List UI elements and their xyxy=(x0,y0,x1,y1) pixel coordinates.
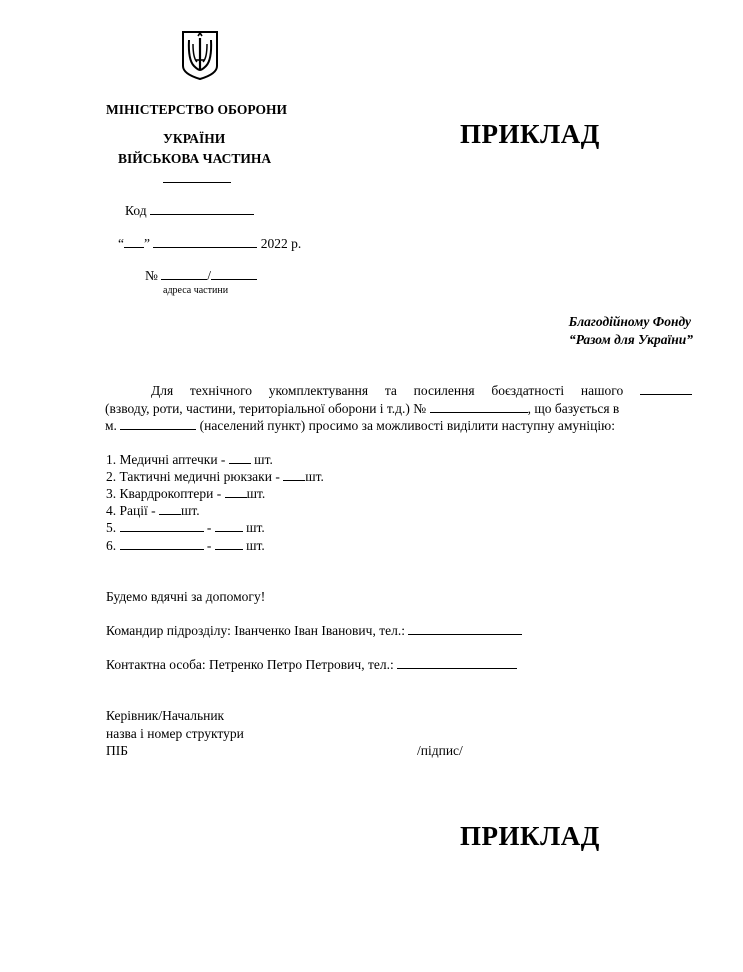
intro-text-2a: (взводу, роти, частини, територіальної оборони і т.д.) № xyxy=(105,401,427,416)
item-unit: шт. xyxy=(305,469,324,484)
signature-sign-label: /підпис/ xyxy=(417,743,463,758)
intro-blank-2 xyxy=(430,401,528,413)
item-unit: шт. xyxy=(246,538,265,553)
commander-phone-blank xyxy=(408,623,522,635)
intro-blank-3 xyxy=(120,418,196,430)
unit-number-blank xyxy=(163,170,231,183)
list-item xyxy=(106,486,265,502)
item-dash: - xyxy=(206,520,212,535)
date-row xyxy=(118,236,301,252)
signature-line1: Керівник/Начальник xyxy=(106,708,225,723)
item-dash: - xyxy=(206,538,212,553)
date-month-blank xyxy=(153,236,257,248)
item-label: 2. Тактичні медичні рюкзаки - xyxy=(106,469,280,484)
code-label: Код xyxy=(125,203,147,218)
list-item xyxy=(106,452,273,468)
item-qty-blank xyxy=(283,469,305,481)
item-label: 3. Квардрокоптери - xyxy=(106,486,222,501)
item-qty-blank xyxy=(159,503,181,515)
intro-text-3b: (населений пункт) просимо за можливості виділити наступну амуніцію: xyxy=(199,418,615,433)
signature-line2: назва і номер структури xyxy=(106,726,244,741)
item-label: 5. xyxy=(106,520,117,535)
number-blank-2 xyxy=(211,268,257,280)
number-row xyxy=(145,268,257,284)
number-blank-1 xyxy=(161,268,207,280)
date-day-blank xyxy=(124,236,144,248)
intro-line1 xyxy=(105,382,692,399)
ministry-line1: МІНІСТЕРСТВО ОБОРОНИ xyxy=(106,102,288,117)
unit-line: ВІЙСЬКОВА ЧАСТИНА xyxy=(118,151,272,166)
list-item xyxy=(106,520,265,536)
list-item xyxy=(106,538,265,554)
item-qty-blank xyxy=(215,538,243,550)
item-unit: шт. xyxy=(246,520,265,535)
intro-blank-1 xyxy=(640,383,692,395)
item-label: 1. Медичні аптечки - xyxy=(106,452,226,467)
ministry-line2: УКРАЇНИ xyxy=(163,131,226,146)
item-qty-blank xyxy=(229,452,251,464)
item-qty-blank xyxy=(215,520,243,532)
item-label: 6. xyxy=(106,538,117,553)
contact-phone-blank xyxy=(397,657,517,669)
item-label: 4. Рації - xyxy=(106,503,156,518)
intro-text-3a: м. xyxy=(105,418,117,433)
address-caption: адреса частини xyxy=(163,285,229,296)
recipient-line1: Благодійному Фонду xyxy=(568,314,691,329)
example-stamp-top: ПРИКЛАД xyxy=(460,119,600,149)
example-stamp-bottom: ПРИКЛАД xyxy=(460,821,600,851)
item-qty-blank xyxy=(225,486,247,498)
thanks-line: Будемо вдячні за допомогу! xyxy=(106,589,266,604)
date-close-quote: ” xyxy=(144,236,150,251)
commander-text: Командир підрозділу: Іванченко Іван Іванович, тел.: xyxy=(106,623,405,638)
item-unit: шт. xyxy=(246,486,266,501)
contact-line xyxy=(106,657,517,673)
intro-line3 xyxy=(105,417,695,434)
item-unit: шт. xyxy=(254,452,273,467)
signature-line3: ПІБ xyxy=(106,743,128,758)
code-blank xyxy=(150,203,254,215)
item-unit: шт. xyxy=(180,503,200,518)
contact-text: Контактна особа: Петренко Петро Петрович, тел.: xyxy=(106,657,394,672)
recipient-line2: “Разом для України” xyxy=(568,332,693,347)
coat-of-arms-logo xyxy=(180,30,220,85)
commander-line xyxy=(106,623,522,639)
item-name-blank xyxy=(120,538,204,550)
date-open-quote: “ xyxy=(118,236,124,251)
number-separator: / xyxy=(207,268,212,283)
item-name-blank xyxy=(120,520,204,532)
list-item xyxy=(106,503,200,519)
intro-line2 xyxy=(105,400,695,417)
list-item xyxy=(106,469,324,485)
date-year: 2022 р. xyxy=(260,236,302,251)
number-label: № xyxy=(145,268,158,283)
intro-text-2b: , що базується в xyxy=(527,401,620,416)
code-row xyxy=(125,203,254,219)
intro-text-1: Для технічного укомплектування та посилення боєздатності нашого xyxy=(151,383,624,398)
